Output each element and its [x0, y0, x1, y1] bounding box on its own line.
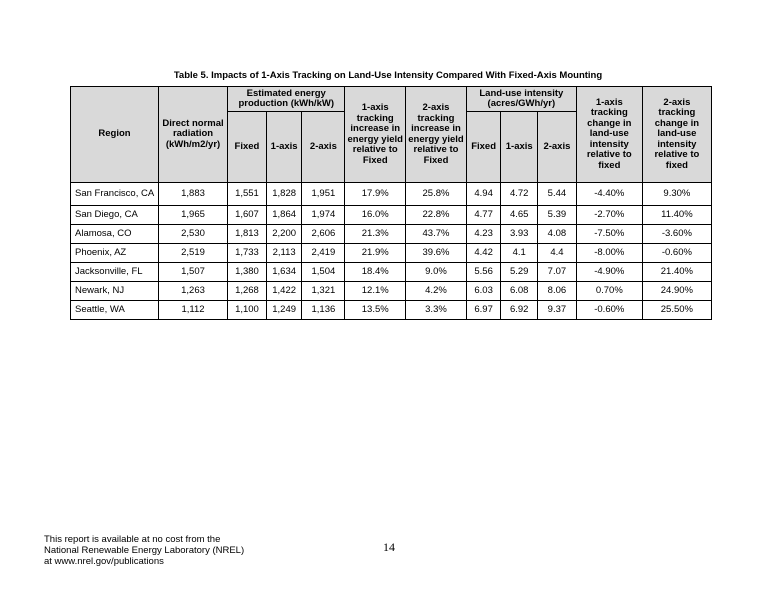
cell-energy-1axis: 1,634	[266, 263, 302, 282]
cell-yield-2axis: 25.8%	[406, 183, 467, 206]
header-yield-2axis: 2-axis tracking increase in energy yield relative to Fixed	[406, 87, 467, 183]
table-row	[71, 301, 712, 320]
cell-yield-1axis: 21.9%	[345, 244, 406, 263]
cell-change-1axis: -4.90%	[576, 263, 642, 282]
cell-yield-1axis: 12.1%	[345, 282, 406, 301]
cell-land-2axis: 7.07	[538, 263, 577, 282]
cell-yield-2axis: 3.3%	[406, 301, 467, 320]
cell-land-1axis: 4.65	[501, 206, 538, 225]
cell-dni: 1,965	[158, 206, 227, 225]
header-energy-2axis: 2-axis	[302, 112, 345, 183]
cell-change-1axis: 0.70%	[576, 282, 642, 301]
cell-yield-1axis: 16.0%	[345, 206, 406, 225]
cell-yield-2axis: 9.0%	[406, 263, 467, 282]
cell-change-2axis: 11.40%	[642, 206, 711, 225]
header-change-2axis: 2-axis tracking change in land-use intensity relative to fixed	[642, 87, 711, 183]
cell-dni: 1,263	[158, 282, 227, 301]
cell-energy-2axis: 1,951	[302, 183, 345, 206]
cell-dni: 2,519	[158, 244, 227, 263]
cell-energy-fixed: 1,268	[228, 282, 267, 301]
table-row	[71, 183, 712, 206]
cell-land-1axis: 6.08	[501, 282, 538, 301]
cell-land-fixed: 4.42	[466, 244, 501, 263]
header-land-2axis: 2-axis	[538, 112, 577, 183]
cell-energy-1axis: 1,864	[266, 206, 302, 225]
cell-region: San Francisco, CA	[71, 183, 159, 206]
table-row	[71, 206, 712, 225]
cell-land-2axis: 5.44	[538, 183, 577, 206]
cell-change-1axis: -8.00%	[576, 244, 642, 263]
table-row	[71, 282, 712, 301]
cell-yield-2axis: 43.7%	[406, 225, 467, 244]
header-energy-group: Estimated energy production (kWh/kW)	[228, 87, 345, 112]
cell-yield-2axis: 22.8%	[406, 206, 467, 225]
cell-land-2axis: 8.06	[538, 282, 577, 301]
cell-land-fixed: 6.03	[466, 282, 501, 301]
header-row-1	[71, 87, 712, 112]
cell-energy-fixed: 1,733	[228, 244, 267, 263]
cell-land-2axis: 4.4	[538, 244, 577, 263]
cell-region: Newark, NJ	[71, 282, 159, 301]
cell-change-2axis: -3.60%	[642, 225, 711, 244]
cell-region: Seattle, WA	[71, 301, 159, 320]
header-land-1axis: 1-axis	[501, 112, 538, 183]
footer-link[interactable]: at www.nrel.gov/publications	[44, 556, 164, 567]
cell-dni: 1,112	[158, 301, 227, 320]
cell-region: San Diego, CA	[71, 206, 159, 225]
cell-change-2axis: 24.90%	[642, 282, 711, 301]
cell-yield-1axis: 21.3%	[345, 225, 406, 244]
cell-land-2axis: 5.39	[538, 206, 577, 225]
footer-line: National Renewable Energy Laboratory (NREL)	[44, 545, 245, 556]
table-row	[71, 244, 712, 263]
cell-energy-2axis: 2,606	[302, 225, 345, 244]
cell-energy-fixed: 1,380	[228, 263, 267, 282]
cell-land-fixed: 6.97	[466, 301, 501, 320]
page-number: 14	[383, 540, 395, 554]
cell-change-1axis: -4.40%	[576, 183, 642, 206]
cell-energy-1axis: 2,200	[266, 225, 302, 244]
cell-energy-2axis: 1,504	[302, 263, 345, 282]
land-use-table	[70, 86, 712, 320]
cell-yield-1axis: 17.9%	[345, 183, 406, 206]
cell-land-1axis: 4.72	[501, 183, 538, 206]
footer-availability-note	[44, 534, 244, 567]
cell-change-1axis: -0.60%	[576, 301, 642, 320]
cell-land-1axis: 5.29	[501, 263, 538, 282]
cell-energy-fixed: 1,551	[228, 183, 267, 206]
header-land-fixed: Fixed	[466, 112, 501, 183]
cell-energy-fixed: 1,813	[228, 225, 267, 244]
cell-yield-2axis: 4.2%	[406, 282, 467, 301]
cell-land-fixed: 4.94	[466, 183, 501, 206]
cell-land-fixed: 4.77	[466, 206, 501, 225]
header-direct-normal: Direct normal radiation (kWh/m2/yr)	[158, 87, 227, 183]
cell-energy-1axis: 1,422	[266, 282, 302, 301]
cell-change-2axis: 9.30%	[642, 183, 711, 206]
cell-land-2axis: 4.08	[538, 225, 577, 244]
cell-change-2axis: 21.40%	[642, 263, 711, 282]
cell-yield-1axis: 18.4%	[345, 263, 406, 282]
cell-land-fixed: 5.56	[466, 263, 501, 282]
table-caption: Table 5. Impacts of 1-Axis Tracking on Land-Use Intensity Compared With Fixed-Axis Mounting	[173, 70, 603, 81]
table-row	[71, 225, 712, 244]
header-region: Region	[71, 87, 159, 183]
cell-energy-1axis: 2,113	[266, 244, 302, 263]
header-change-1axis: 1-axis tracking change in land-use intensity relative to fixed	[576, 87, 642, 183]
cell-yield-1axis: 13.5%	[345, 301, 406, 320]
cell-energy-1axis: 1,828	[266, 183, 302, 206]
cell-change-2axis: -0.60%	[642, 244, 711, 263]
cell-dni: 1,883	[158, 183, 227, 206]
cell-change-2axis: 25.50%	[642, 301, 711, 320]
cell-region: Jacksonville, FL	[71, 263, 159, 282]
cell-energy-fixed: 1,607	[228, 206, 267, 225]
cell-yield-2axis: 39.6%	[406, 244, 467, 263]
cell-land-1axis: 3.93	[501, 225, 538, 244]
cell-change-1axis: -2.70%	[576, 206, 642, 225]
header-energy-fixed: Fixed	[228, 112, 267, 183]
cell-energy-2axis: 1,974	[302, 206, 345, 225]
header-yield-1axis: 1-axis tracking increase in energy yield relative to Fixed	[345, 87, 406, 183]
cell-land-2axis: 9.37	[538, 301, 577, 320]
cell-dni: 1,507	[158, 263, 227, 282]
cell-energy-2axis: 1,321	[302, 282, 345, 301]
cell-energy-2axis: 1,136	[302, 301, 345, 320]
table-row	[71, 263, 712, 282]
cell-energy-fixed: 1,100	[228, 301, 267, 320]
header-land-group: Land-use intensity (acres/GWh/yr)	[466, 87, 576, 112]
cell-land-1axis: 6.92	[501, 301, 538, 320]
cell-land-1axis: 4.1	[501, 244, 538, 263]
footer-line: This report is available at no cost from the	[44, 534, 221, 545]
cell-land-fixed: 4.23	[466, 225, 501, 244]
cell-dni: 2,530	[158, 225, 227, 244]
cell-energy-2axis: 2,419	[302, 244, 345, 263]
cell-region: Alamosa, CO	[71, 225, 159, 244]
cell-energy-1axis: 1,249	[266, 301, 302, 320]
header-energy-1axis: 1-axis	[266, 112, 302, 183]
cell-region: Phoenix, AZ	[71, 244, 159, 263]
cell-change-1axis: -7.50%	[576, 225, 642, 244]
